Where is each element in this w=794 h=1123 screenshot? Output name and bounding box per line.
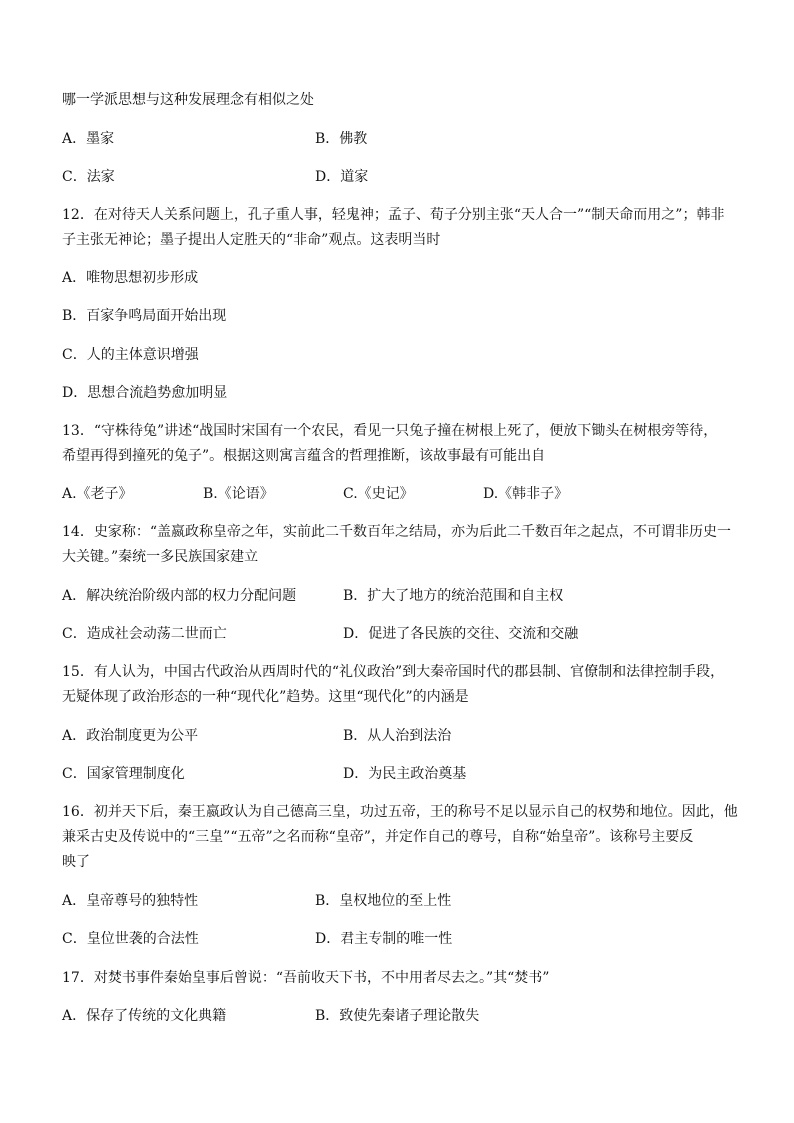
q17-option-b: B．致使先秦诸子理论散失	[315, 1008, 480, 1024]
q16-option-c: C．皇位世袭的合法性	[62, 931, 199, 947]
q16-stem-line-2: 兼采古史及传说中的“三皇”“五帝”之名而称“皇帝”，并定作自己的尊号，自称“始皇帝”。该称号主要反	[62, 829, 694, 845]
q12-stem-line-1: 12．在对待天人关系问题上，孔子重人事，轻鬼神；孟子、荀子分别主张“天人合一”“制天命而用之”；韩非	[62, 207, 725, 223]
q11-option-d: D．道家	[315, 169, 369, 185]
q14-option-c: C．造成社会动荡二世而亡	[62, 626, 227, 642]
q16-stem-line-1: 16．初并天下后，秦王嬴政认为自己德高三皇，功过五帝，王的称号不足以显示自己的权势和地位。因此，他	[62, 804, 738, 820]
q13-option-c: C.《史记》	[343, 486, 414, 502]
q15-option-a: A．政治制度更为公平	[62, 728, 199, 744]
q12-stem-line-2: 子主张无神论；墨子提出人定胜天的“非命”观点。这表明当时	[62, 232, 441, 248]
q14-stem-line-2: 大关键。”秦统一多民族国家建立	[62, 549, 259, 565]
q15-option-d: D．为民主政治奠基	[343, 766, 467, 782]
q13-option-a: A.《老子》	[62, 486, 133, 502]
q14-option-d: D．促进了各民族的交往、交流和交融	[343, 626, 579, 642]
q15-option-b: B．从人治到法治	[343, 728, 452, 744]
q15-stem-line-2: 无疑体现了政治形态的一种“现代化”趋势。这里“现代化”的内涵是	[62, 689, 469, 705]
q13-stem-line-1: 13．“守株待兔”讲述“战国时宋国有一个农民，看见一只兔子撞在树根上死了，便放下锄头在树根旁等待，	[62, 423, 718, 439]
q16-stem-line-3: 映了	[62, 854, 90, 870]
q14-option-a: A．解决统治阶级内部的权力分配问题	[62, 588, 297, 604]
question-11-stem-fragment: 哪一学派思想与这种发展理念有相似之处	[62, 92, 314, 108]
q13-stem-line-2: 希望再得到撞死的兔子”。根据这则寓言蕴含的哲理推断，该故事最有可能出自	[62, 448, 546, 464]
q16-option-d: D．君主专制的唯一性	[315, 931, 453, 947]
q11-option-c: C．法家	[62, 169, 115, 185]
q11-option-b: B．佛教	[315, 131, 368, 147]
q15-stem-line-1: 15．有人认为，中国古代政治从西周时代的“礼仪政治”到大秦帝国时代的郡县制、官僚制和法律控制手段，	[62, 664, 725, 680]
q17-option-a: A．保存了传统的文化典籍	[62, 1008, 227, 1024]
q13-option-d: D.《韩非子》	[483, 486, 569, 502]
q15-option-c: C．国家管理制度化	[62, 766, 185, 782]
q17-stem-line-1: 17．对焚书事件秦始皇事后曾说：“吾前收天下书，不中用者尽去之。”其“焚书”	[62, 970, 550, 986]
q14-option-b: B．扩大了地方的统治范围和自主权	[343, 588, 564, 604]
q12-option-b: B．百家争鸣局面开始出现	[62, 308, 227, 324]
q11-option-a: A．墨家	[62, 131, 115, 147]
q16-option-a: A．皇帝尊号的独特性	[62, 893, 199, 909]
q12-option-c: C．人的主体意识增强	[62, 347, 199, 363]
q13-option-b: B.《论语》	[203, 486, 274, 502]
q12-option-a: A．唯物思想初步形成	[62, 270, 199, 286]
q12-option-d: D．思想合流趋势愈加明显	[62, 385, 228, 401]
q14-stem-line-1: 14．史家称：“盖嬴政称皇帝之年，实前此二千数百年之结局，亦为后此二千数百年之起点，不可谓非历史一	[62, 524, 731, 540]
q16-option-b: B．皇权地位的至上性	[315, 893, 452, 909]
